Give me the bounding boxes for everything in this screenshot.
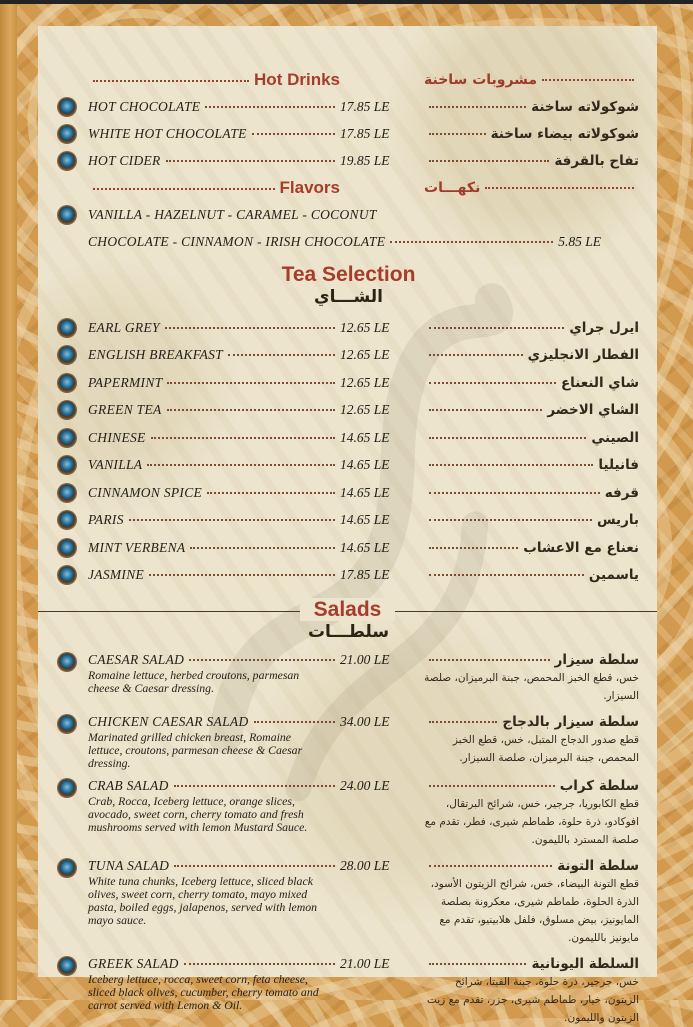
item-name-ar: شوكولاته بيضاء ساخنة xyxy=(490,125,639,142)
section-header-flavors xyxy=(58,174,639,201)
flavors-title-ar: نكهـــات xyxy=(424,179,481,196)
item-name-en: TUNA SALAD xyxy=(88,858,170,874)
item-name-ar: فانيليا xyxy=(598,457,639,474)
salad-desc-ar: قطع صدور الدجاج المتبل، خس، قطع الخبز المحمص، جبنة البرميزان، صلصة السيزار. xyxy=(452,734,639,764)
dotted-leader xyxy=(167,409,335,411)
flavors-list-line1: VANILLA - HAZELNUT - CARAMEL - COCONUT xyxy=(88,206,377,222)
menu-item-row xyxy=(58,534,639,562)
item-name-ar: ياسمين xyxy=(588,567,639,584)
menu-item-row xyxy=(58,147,639,174)
item-name-en: JASMINE xyxy=(88,567,145,583)
hot-drinks-title-en: Hot Drinks xyxy=(254,69,340,89)
tea-title-en: Tea Selection xyxy=(281,263,416,286)
menu-item-row xyxy=(58,314,639,342)
salad-item-row xyxy=(58,652,639,705)
item-name-ar: قرفه xyxy=(604,484,639,501)
dotted-leader xyxy=(189,659,335,661)
item-name-en: HOT CIDER xyxy=(88,152,161,168)
salad-desc-ar: خس، جرجير، ذرة حلوة، جبنة الفيتا، شرائح الزيتون، خيار، طماطم شيرى، جزر، تقدم مع زيت الزيتون والليمون. xyxy=(426,976,639,1025)
seal-icon xyxy=(58,957,76,975)
dotted-leader xyxy=(205,106,335,108)
item-price: 17.85 LE xyxy=(340,125,390,141)
dotted-leader xyxy=(167,382,335,384)
seal-icon xyxy=(58,346,76,364)
item-price: 12.65 LE xyxy=(340,402,390,418)
item-name-en: PARIS xyxy=(88,512,124,528)
menu-card xyxy=(38,26,657,1025)
item-name-en: GREEK SALAD xyxy=(88,956,179,972)
item-name-en: HOT CHOCOLATE xyxy=(88,98,201,114)
seal-icon xyxy=(58,859,76,877)
item-name-ar: سلطة سيزار بالدجاج xyxy=(502,714,639,730)
item-name-ar: ايرل جراي xyxy=(569,319,639,336)
dotted-leader xyxy=(228,354,335,356)
dotted-leader xyxy=(149,574,335,576)
page-binding-edge xyxy=(0,0,17,1000)
item-name-ar: شوكولاته ساخنة xyxy=(531,98,639,115)
item-price: 17.85 LE xyxy=(340,98,390,114)
item-name-ar: سلطة التونة xyxy=(557,858,639,875)
flavors-title-en: Flavors xyxy=(279,177,340,197)
dotted-leader xyxy=(429,409,542,411)
salad-desc-en: Iceberg lettuce, rocca, sweet corn, feta cheese, sliced black olives, cucumber, cherry tomato and carrot served with Lemon & Oil. xyxy=(88,972,319,1012)
seal-icon xyxy=(58,125,76,143)
dotted-leader xyxy=(429,160,549,162)
item-name-ar: نعناع مع الاعشاب xyxy=(523,539,639,556)
dotted-leader xyxy=(252,133,335,135)
dotted-leader xyxy=(429,106,526,108)
dotted-leader xyxy=(129,519,335,521)
dotted-leader xyxy=(429,547,518,549)
dotted-leader xyxy=(254,721,336,723)
item-name-ar: الفطار الانجليزي xyxy=(527,347,639,364)
section-header-salads xyxy=(38,598,657,622)
salads-title-ar-wrap xyxy=(58,622,639,643)
dotted-leader xyxy=(429,721,497,723)
item-name-en: CAESAR SALAD xyxy=(88,652,185,667)
item-name-en: WHITE HOT CHOCOLATE xyxy=(88,125,247,141)
dotted-leader xyxy=(429,464,593,466)
seal-icon xyxy=(58,511,76,529)
item-price: 19.85 LE xyxy=(340,152,390,168)
dotted-leader xyxy=(151,437,335,439)
seal-icon xyxy=(58,319,76,337)
dotted-leader xyxy=(184,963,335,965)
item-name-en: MINT VERBENA xyxy=(88,539,186,555)
salad-desc-en: Romaine lettuce, herbed croutons, parmesan cheese & Caesar dressing. xyxy=(88,668,300,695)
menu-item-row xyxy=(58,424,639,452)
dotted-leader xyxy=(174,865,335,867)
dotted-leader xyxy=(485,187,634,189)
tea-title-ar: الشـــاي xyxy=(314,287,383,307)
item-price: 14.65 LE xyxy=(340,484,390,500)
menu-item-row xyxy=(58,120,639,147)
seal-icon xyxy=(58,429,76,447)
menu-item-row xyxy=(58,562,639,590)
item-name-ar: الصيني xyxy=(591,429,639,446)
seal-icon xyxy=(58,653,76,671)
salad-desc-en: White tuna chunks, Iceberg lettuce, sliced black olives, sweet corn, cherry tomato, mayo mixed pasta, boiled eggs, jalapenos, served with lemon mayo sauce. xyxy=(88,874,318,927)
salad-desc-en: Marinated grilled chicken breast, Romaine lettuce, croutons, parmesan cheese & Caesar dressing. xyxy=(88,730,303,770)
salad-item-row xyxy=(58,778,639,849)
seal-icon xyxy=(58,206,76,224)
item-name-en: CRAB SALAD xyxy=(88,778,169,794)
flavors-price: 5.85 LE xyxy=(558,233,601,249)
dotted-leader xyxy=(429,492,600,494)
item-name-en: CHICKEN CAESAR SALAD xyxy=(88,714,249,729)
dotted-leader xyxy=(429,865,552,867)
menu-item-row xyxy=(58,342,639,370)
menu-item-row xyxy=(58,93,639,120)
item-price: 34.00 LE xyxy=(340,714,390,729)
salad-desc-en: Crab, Rocca, Iceberg lettuce, orange slices, avocado, sweet corn, cherry tomato and fresh mushrooms served with lemon Mustard Sauce. xyxy=(88,794,308,834)
item-name-ar: تفاح بالقرفة xyxy=(554,152,639,169)
item-price: 14.65 LE xyxy=(340,457,390,473)
scan-edge-top xyxy=(0,0,693,4)
item-name-en: EARL GREY xyxy=(88,319,160,335)
item-name-ar: السلطة اليونانية xyxy=(531,956,639,973)
dotted-leader xyxy=(429,133,486,135)
dotted-leader xyxy=(429,354,523,356)
item-price: 14.65 LE xyxy=(340,429,390,445)
item-name-ar: شاي النعناع xyxy=(560,374,639,391)
dotted-leader xyxy=(429,659,550,661)
seal-icon xyxy=(58,401,76,419)
dotted-leader xyxy=(190,547,335,549)
item-price: 12.65 LE xyxy=(340,319,390,335)
menu-item-row xyxy=(58,452,639,480)
flavors-line2-row xyxy=(58,228,639,255)
dotted-leader xyxy=(390,241,553,243)
salad-item-row xyxy=(58,858,639,947)
item-price: 17.85 LE xyxy=(340,567,390,583)
salad-desc-ar: خس، قطع الخبز المحمص، جبنة البرميزان، صلصة السيزار. xyxy=(424,672,639,702)
dotted-leader xyxy=(93,80,249,82)
dotted-leader xyxy=(93,188,275,190)
dotted-leader xyxy=(429,574,584,576)
section-header-tea xyxy=(58,263,639,308)
salad-desc-ar: قطع التونة البيضاء، خس، شرائح الزيتون الأسود، الذرة الحلوة، طماطم شيرى، معكرونة بصلصة المايونيز، بيض مسلوق، فلفل هلابينيو، تقدم مع مايونيز بالليمون. xyxy=(430,878,639,945)
item-name-en: ENGLISH BREAKFAST xyxy=(88,347,223,363)
item-price: 14.65 LE xyxy=(340,539,390,555)
seal-icon xyxy=(58,374,76,392)
item-name-ar: الشاي الاخضر xyxy=(547,402,639,419)
dotted-leader xyxy=(166,160,335,162)
dotted-leader xyxy=(429,437,586,439)
seal-icon xyxy=(58,152,76,170)
dotted-leader xyxy=(542,79,634,81)
item-name-en: VANILLA xyxy=(88,457,143,473)
dotted-leader xyxy=(147,464,335,466)
dotted-leader xyxy=(429,519,592,521)
salads-title-en: Salads xyxy=(300,598,396,621)
dotted-leader xyxy=(429,382,556,384)
item-price: 21.00 LE xyxy=(340,652,390,667)
seal-icon xyxy=(58,98,76,116)
menu-item-row xyxy=(58,397,639,425)
dotted-leader xyxy=(429,963,526,965)
seal-icon xyxy=(58,715,76,733)
item-name-en: PAPERMINT xyxy=(88,374,163,390)
seal-icon xyxy=(58,779,76,797)
dotted-leader xyxy=(165,327,335,329)
dotted-leader xyxy=(429,327,564,329)
hot-drinks-title-ar: مشروبات ساخنة xyxy=(424,71,538,88)
dotted-leader xyxy=(174,785,335,787)
item-name-ar: باريس xyxy=(596,512,639,529)
item-price: 28.00 LE xyxy=(340,858,390,874)
item-name-ar: سلطة سيزار xyxy=(554,652,639,668)
salad-item-row xyxy=(58,956,639,1027)
salad-item-row xyxy=(58,714,639,769)
seal-icon xyxy=(58,539,76,557)
flavors-line1-row xyxy=(58,201,639,228)
flavors-list-line2: CHOCOLATE - CINNAMON - IRISH CHOCOLATE xyxy=(88,233,386,249)
menu-item-row xyxy=(58,479,639,507)
seal-icon xyxy=(58,456,76,474)
salad-desc-ar: قطع الكابوريا، جرجير، خس، شرائح البرتقال، افوكادو، ذرة حلوة، طماطم شيرى، فطر، تقدم مع صلصة المسترد بالليمون. xyxy=(424,798,639,847)
item-price: 14.65 LE xyxy=(340,512,390,528)
dotted-leader xyxy=(207,492,335,494)
section-header-hot-drinks xyxy=(58,66,639,93)
item-name-en: CHINESE xyxy=(88,429,146,445)
seal-icon xyxy=(58,566,76,584)
item-name-en: CINNAMON SPICE xyxy=(88,484,203,500)
item-price: 12.65 LE xyxy=(340,374,390,390)
item-price: 12.65 LE xyxy=(340,347,390,363)
item-price: 24.00 LE xyxy=(340,778,390,794)
item-price: 21.00 LE xyxy=(340,956,390,972)
item-name-en: GREEN TEA xyxy=(88,402,162,418)
item-name-ar: سلطة كراب xyxy=(559,778,639,795)
menu-item-row xyxy=(58,369,639,397)
seal-icon xyxy=(58,484,76,502)
dotted-leader xyxy=(429,785,555,787)
menu-item-row xyxy=(58,507,639,535)
salads-title-ar: سلطـــات xyxy=(307,622,390,642)
